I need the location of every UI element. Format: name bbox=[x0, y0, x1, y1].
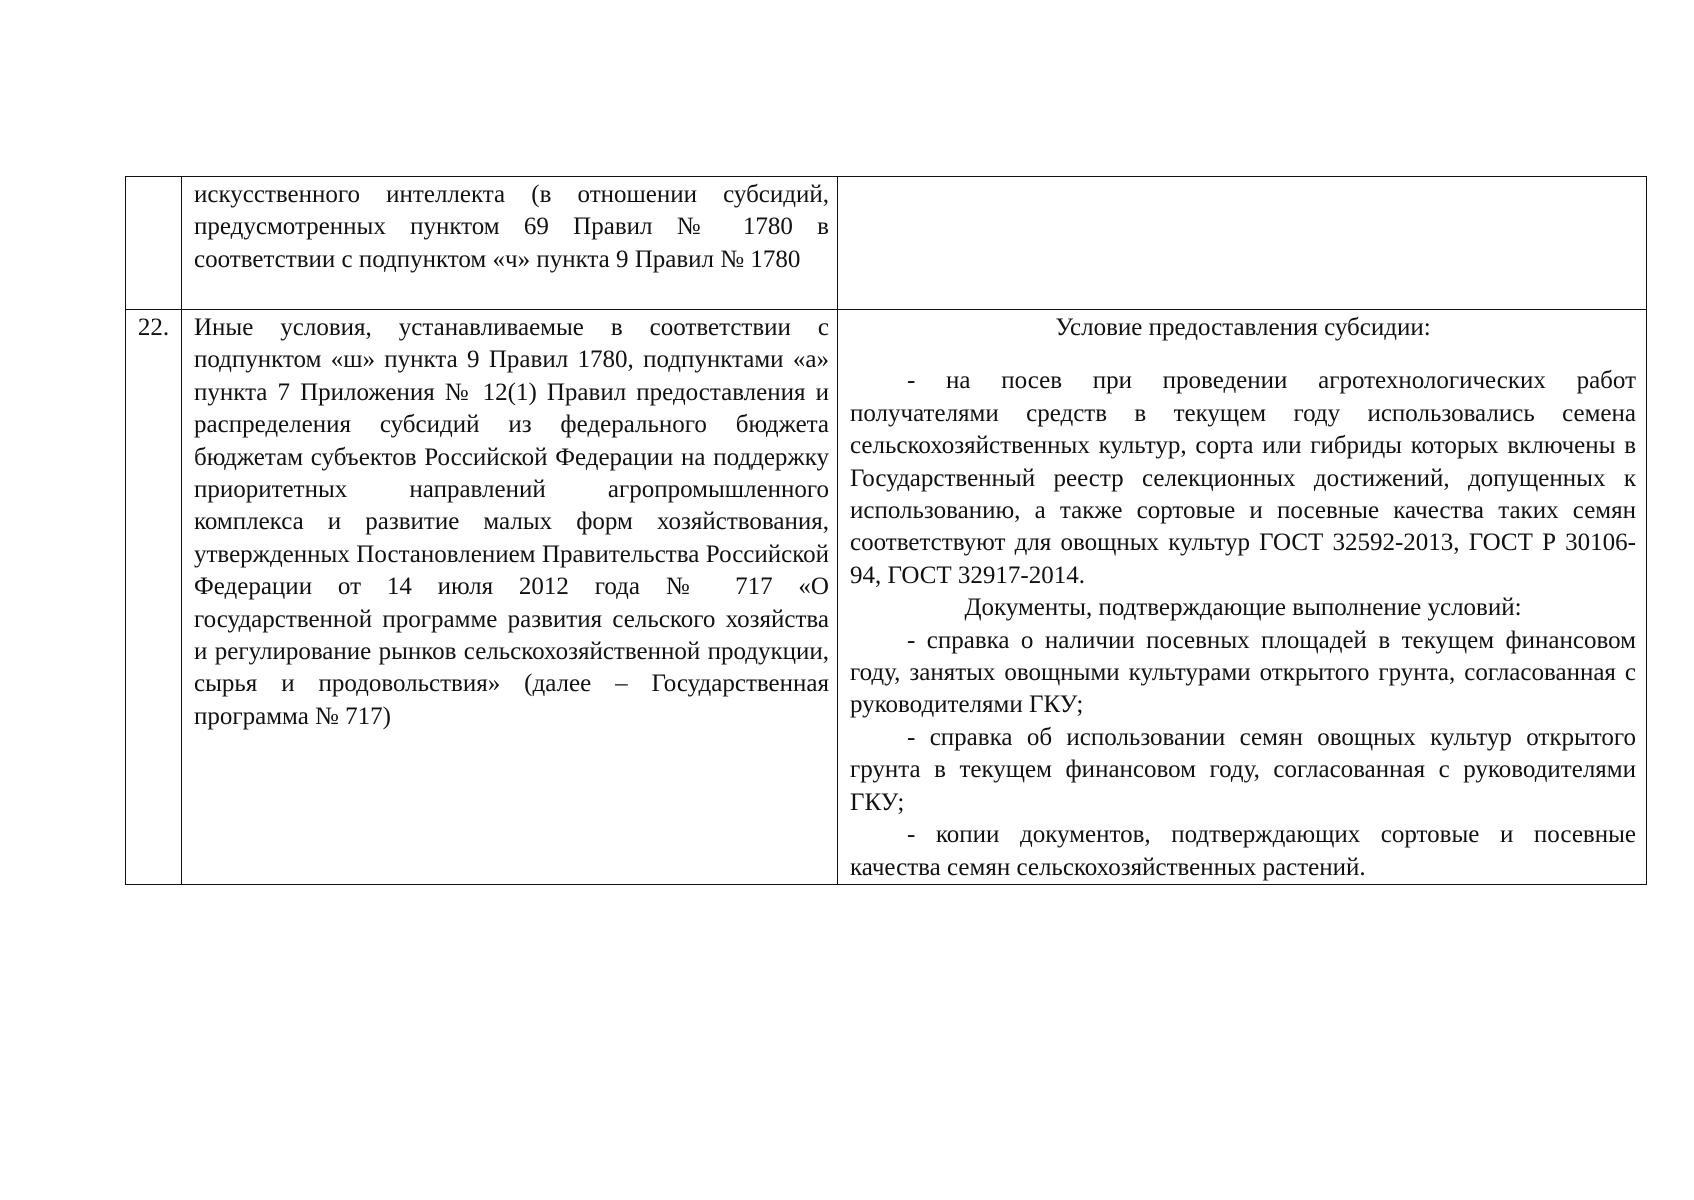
subsidy-conditions-table bbox=[125, 176, 1647, 885]
table-row-22 bbox=[126, 310, 1647, 885]
row-number-cell: 22. bbox=[126, 310, 182, 885]
condition-text: Иные условия, устанавливаемые в соответствии с подпунктом «ш» пункта 9 Правил 1780, подпунктами «а» пункта 7 Приложения № 12(1) Правил предоставления и распределения субсидий из федерального бюджета бюджетам субъектов Российской Федерации на поддержку приоритетных направлений агропромышленного комплекса и развитие малых форм хозяйствования, утвержденных Постановлением Правительства Российской Федерации от 14 июля 2012 года № 717 «О государственной программе развития сельского хозяйства и регулирование рынков сельскохозяйственной продукции, сырья и продовольствия» (далее – Государственная программа № 717) bbox=[194, 314, 829, 730]
requirement-cell bbox=[838, 177, 1647, 310]
document-item: - справка о наличии посевных площадей в текущем финансовом году, занятых овощными культурами открытого грунта, согласованная с руководителями ГКУ; bbox=[850, 626, 1636, 719]
condition-text: искусственного интеллекта (в отношении субсидий, предусмотренных пунктом 69 Правил № 1780 в соответствии с подпунктом «ч» пункта 9 Правил № 1780 bbox=[194, 181, 829, 273]
document-item: - справка об использовании семян овощных культур открытого грунта в текущем финансовом году, согласованная с руководителями ГКУ; bbox=[850, 723, 1636, 816]
paragraph-spacer bbox=[850, 344, 1636, 365]
condition-cell bbox=[182, 177, 838, 310]
requirement-condition-text: - на посев при проведении агротехнологических работ получателями средств в текущем году использовались семена сельскохозяйственных культур, сорта или гибриды которых включены в Государственный реестр селекционных достижений, допущенных к использованию, а также сортовые и посевные качества таких семян соответствуют для овощных культур ГОСТ 32592-2013, ГОСТ Р 30106-94, ГОСТ 32917-2014. bbox=[850, 367, 1636, 589]
requirement-heading: Условие предоставления субсидии: bbox=[1055, 314, 1431, 341]
requirement-cell bbox=[838, 310, 1647, 885]
document-item: - копии документов, подтверждающих сортовые и посевные качества семян сельскохозяйственных растений. bbox=[850, 821, 1636, 881]
condition-cell bbox=[182, 310, 838, 885]
table-row-continuation bbox=[126, 177, 1647, 310]
documents-heading: Документы, подтверждающие выполнение условий: bbox=[964, 594, 1522, 622]
row-number-cell bbox=[126, 177, 182, 310]
